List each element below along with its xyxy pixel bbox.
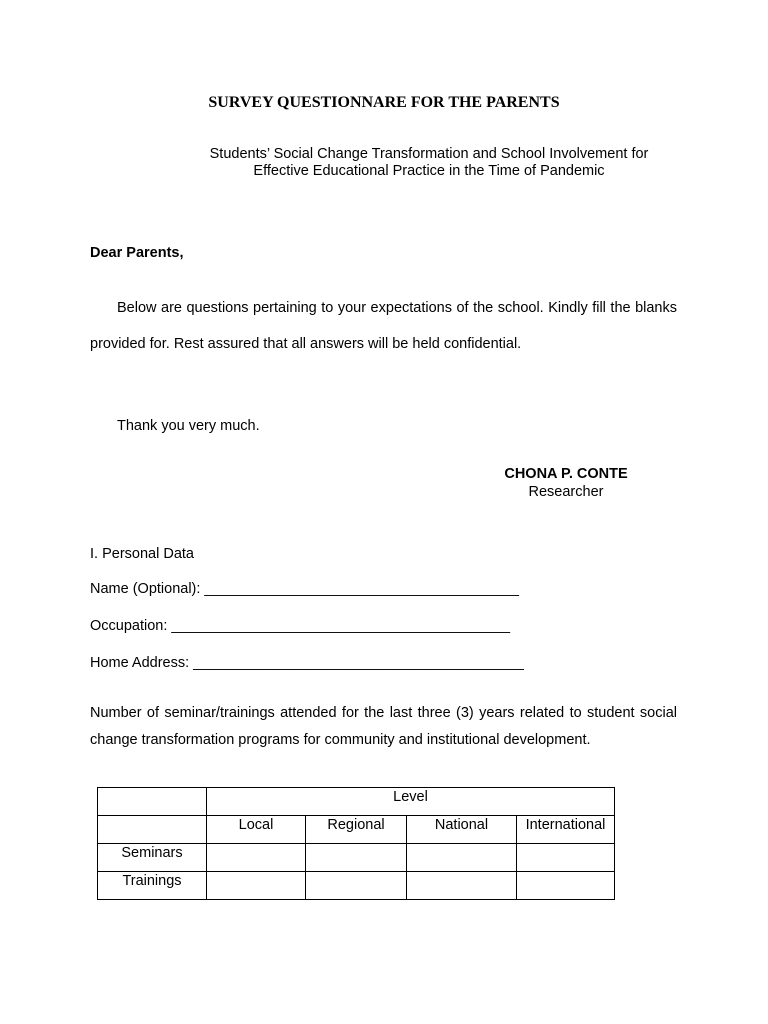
section-title-personal-data: I. Personal Data	[90, 546, 194, 562]
signature-block	[466, 465, 666, 501]
column-national: National	[407, 816, 517, 844]
table-row	[98, 872, 615, 900]
intro-paragraph: Below are questions pertaining to your expectations of the school. Kindly fill the blanks provided for. Rest assured that all answers will be held confidential.	[90, 300, 677, 352]
table-corner-cell	[98, 788, 207, 816]
seminar-training-table	[97, 787, 615, 900]
document-subtitle	[160, 146, 698, 180]
table-row	[98, 844, 615, 872]
seminars-regional-cell[interactable]	[306, 844, 407, 872]
column-local: Local	[207, 816, 306, 844]
seminars-local-cell[interactable]	[207, 844, 306, 872]
seminars-international-cell[interactable]	[517, 844, 615, 872]
thanks-line: Thank you very much.	[117, 418, 260, 434]
greeting: Dear Parents,	[90, 245, 184, 261]
level-header: Level	[207, 788, 615, 816]
researcher-role: Researcher	[528, 484, 604, 500]
home-address-field[interactable]: Home Address: _________________________________________	[90, 655, 524, 671]
subtitle-line-2: Effective Educational Practice in the Time of Pandemic	[253, 163, 605, 179]
column-international: International	[517, 816, 615, 844]
occupation-field[interactable]: Occupation: __________________________________________	[90, 618, 511, 634]
table-header-row	[98, 788, 615, 816]
row-label-trainings: Trainings	[98, 872, 207, 900]
seminar-question: Number of seminar/trainings attended for the last three (3) years related to student social change transformation programs for community and institutional development.	[90, 705, 677, 748]
table-empty-cell	[98, 816, 207, 844]
document-title: SURVEY QUESTIONNARE FOR THE PARENTS	[208, 94, 560, 111]
trainings-national-cell[interactable]	[407, 872, 517, 900]
trainings-local-cell[interactable]	[207, 872, 306, 900]
row-label-seminars: Seminars	[98, 844, 207, 872]
seminars-national-cell[interactable]	[407, 844, 517, 872]
column-regional: Regional	[306, 816, 407, 844]
trainings-international-cell[interactable]	[517, 872, 615, 900]
name-field[interactable]: Name (Optional): _______________________________________	[90, 581, 519, 597]
subtitle-line-1: Students’ Social Change Transformation and School Involvement for	[209, 146, 649, 162]
trainings-regional-cell[interactable]	[306, 872, 407, 900]
researcher-name: CHONA P. CONTE	[504, 466, 628, 482]
table-column-row	[98, 816, 615, 844]
